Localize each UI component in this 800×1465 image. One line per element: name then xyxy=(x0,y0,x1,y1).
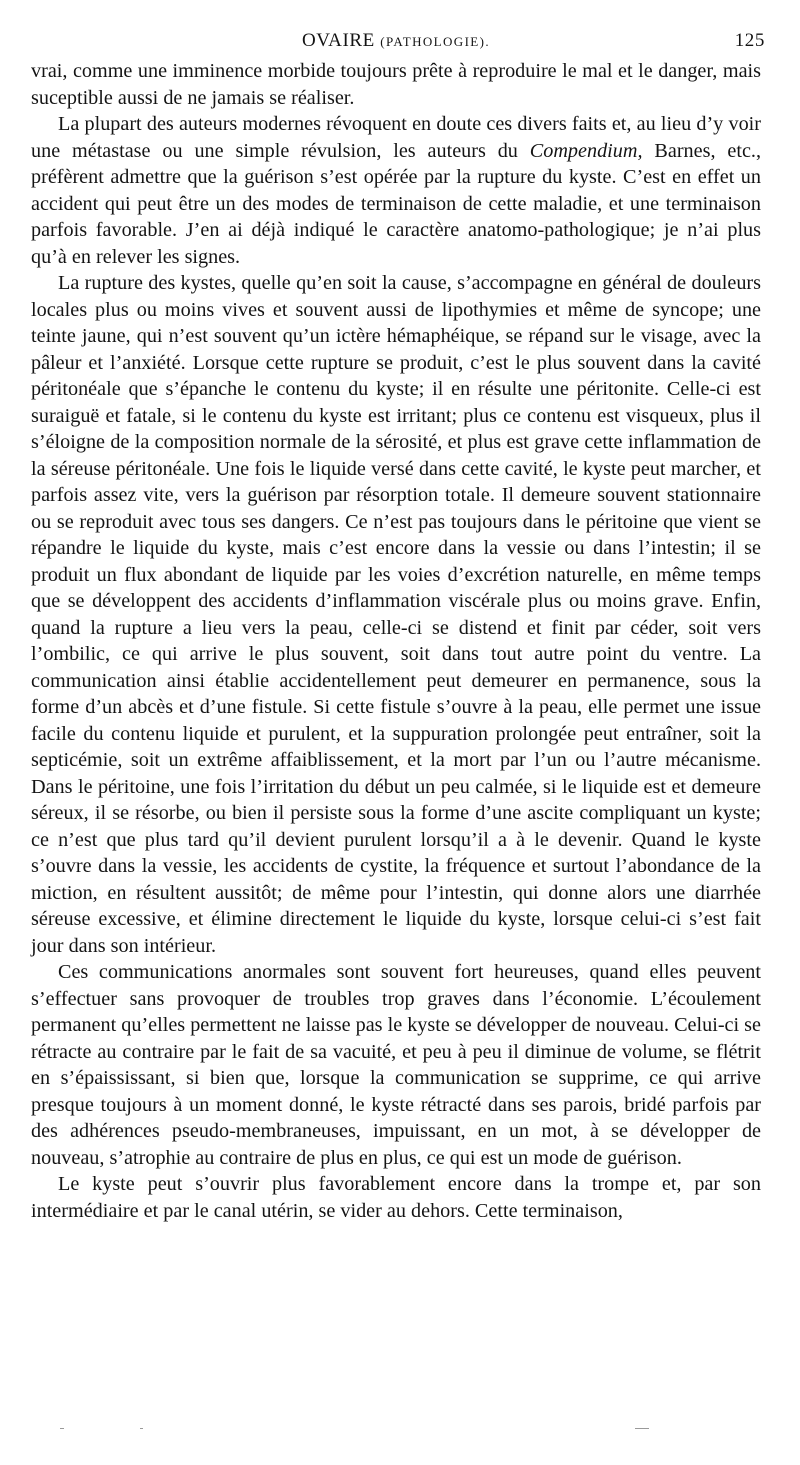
page-number: 125 xyxy=(734,30,765,51)
body-text xyxy=(31,58,761,1224)
running-title-main: OVAIRE xyxy=(301,30,375,51)
running-title-paren: (PATHOLOGIE). xyxy=(380,34,491,49)
paragraph-text: Le kyste peut s’ouvrir plus favorablement encore dans la trompe et, par son intermédiaire et par le canal utérin, se vider au dehors. Cette terminaison, xyxy=(31,1173,761,1222)
paragraph-text: Barnes, etc., préfèrent admettre que la guérison s’est opérée par la rupture du kyste. C’est en effet un accident qui peut être un des modes de terminaison de cette maladie, et une terminaison parfois favorable. J’en ai déjà indiqué le caractère anatomo-pathologique; je n’ai plus qu’à en relever les signes. xyxy=(31,139,762,268)
running-head xyxy=(31,30,765,54)
paragraph-text: La rupture des kystes, quelle qu’en soit la cause, s’accompagne en général de douleurs locales plus ou moins vives et souvent aussi de lipothymies et même de syncope; une teinte jaune, qui n’est souvent qu’un ictère hémaphéique, se répand sur le visage, avec la pâleur et l’anxiété. Lorsque cette rupture se produit, c’est le plus souvent dans la cavité péritonéale que s’épanche le contenu du kyste; il en résulte une péritonite. Celle-ci est suraiguë et fatale, si le contenu du kyste est irritant; plus ce contenu est visqueux, plus il s’éloigne de la composition normale de la sérosité, et plus est grave cette inflammation de la séreuse péritonéale. Une fois le liquide versé dans cette cavité, le kyste peut marcher, et parfois assez vite, vers la guérison par résorption totale. Il demeure souvent stationnaire ou se reproduit avec tous ses dangers. Ce n’est pas toujours dans le péritoine que vient se répandre le liquide du kyste, mais c’est encore dans la vessie ou dans l’intestin; il se produit un flux abondant de liquide par les voies d’excrétion naturelle, en même temps que se développent des accidents d’inflammation viscérale plus ou moins grave. Enfin, quand la rupture a lieu vers la peau, celle-ci se distend et finit par céder, soit vers l’ombilic, ce qui arrive le plus souvent, soit dans tout autre point du ventre. La communication ainsi établie accidentellement peut demeurer en permanence, sous la forme d’un abcès et d’une fistule. Si cette fistule s’ouvre à la peau, elle permet une issue facile du contenu liquide et purulent, et la suppuration prolongée peut entraîner, soit la septicémie, soit un extrême affaiblissement, et la mort par l’un ou l’autre mécanisme. Dans le péritoine, une fois l’irritation du début un peu calmée, si le liquide est et demeure séreux, il se résorbe, ou bien il persiste sous la forme d’une ascite compliquant un kyste; ce n’est que plus tard qu’il devient purulent lorsqu’il a à le devenir. Quand le kyste s’ouvre dans la vessie, les accidents de cystite, la fréquence et surtout l’abondance de la miction, en résultent aussitôt; de même pour l’intestin, qui donne alors une diarrhée séreuse excessive, et élimine directement le liquide du kyste, lorsque celui-ci s’est fait jour dans son intérieur. xyxy=(31,272,761,957)
italic-text: Compendium, xyxy=(529,139,643,162)
document-page xyxy=(31,30,765,1224)
paragraph xyxy=(31,959,761,1171)
footer-scan-marks xyxy=(60,1428,700,1434)
paragraph-text: Ces communications anormales sont souvent fort heureuses, quand elles peuvent s’effectuer sans provoquer de troubles trop graves dans l’économie. L’écoulement permanent qu’elles permettent ne laisse pas le kyste se développer de nouveau. Celui-ci se rétracte au contraire par le fait de sa vacuité, et peu à peu il diminue de volume, se flétrit en s’épaississant, si bien que, lorsque la communication se supprime, ce qui arrive presque toujours à un moment donné, le kyste rétracté dans ses parois, bridé parfois par des adhérences pseudo-membraneuses, impuissant, en un mot, à se développer de nouveau, s’atrophie au contraire de plus en plus, ce qui est un mode de guérison. xyxy=(31,961,761,1169)
paragraph xyxy=(31,111,761,270)
paragraph-text: La plupart des auteurs modernes révoquent en doute ces divers faits et, au lieu d’y voir une métastase ou une simple révulsion, les auteurs du xyxy=(31,113,761,162)
paragraph-text: vrai, comme une imminence morbide toujours prête à reproduire le mal et le danger, mais suceptible aussi de ne jamais se réaliser. xyxy=(31,60,761,109)
paragraph xyxy=(31,270,761,959)
paragraph xyxy=(31,58,761,111)
running-title xyxy=(31,30,761,52)
paragraph xyxy=(31,1171,761,1224)
